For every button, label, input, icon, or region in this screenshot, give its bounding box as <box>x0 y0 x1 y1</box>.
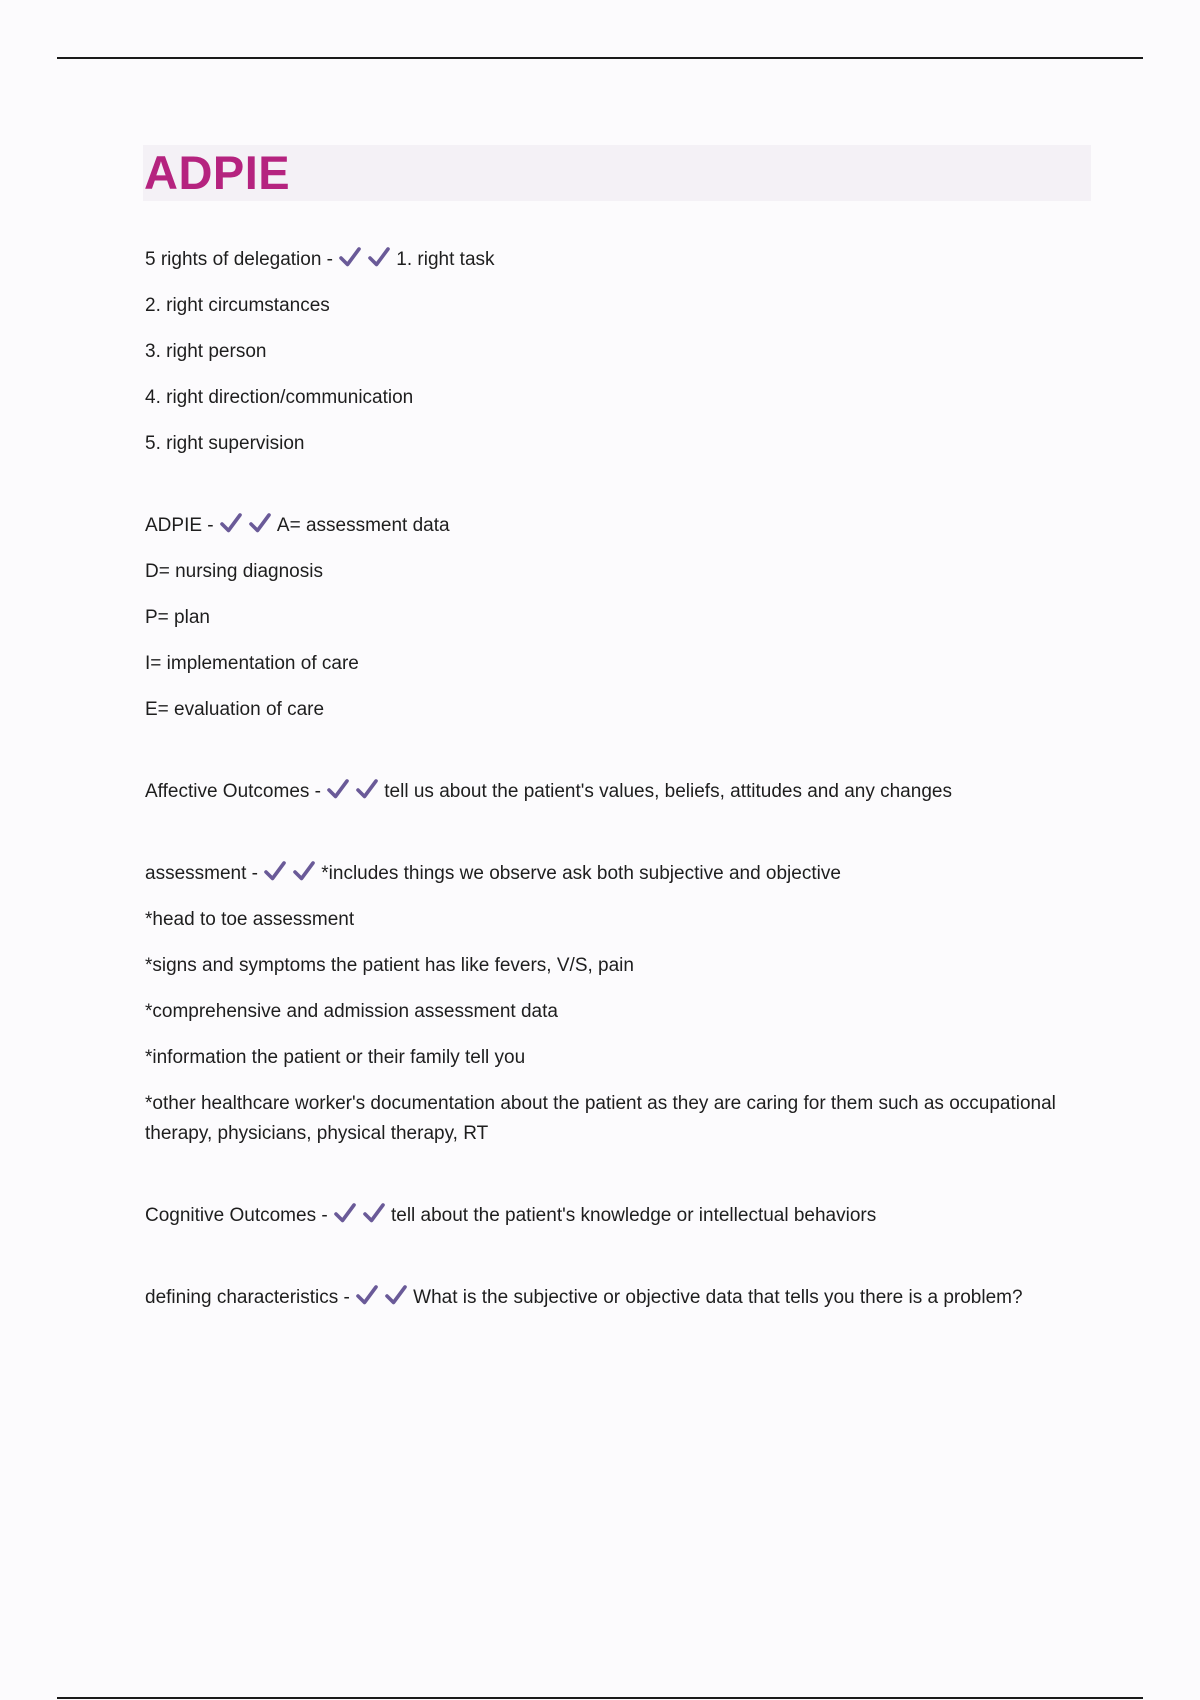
check-icon <box>338 245 362 269</box>
flashcard <box>145 245 1095 459</box>
check-icon-shape <box>355 1283 379 1307</box>
flashcard-question-line <box>145 1283 1095 1313</box>
flashcard-answer-line: *information the patient or their family tell you <box>145 1047 526 1068</box>
check-icon <box>326 777 350 801</box>
flashcard-answer: 1. right task <box>396 249 495 270</box>
check-icon <box>219 511 243 535</box>
check-icon <box>333 1201 357 1225</box>
check-icon-shape <box>355 777 379 801</box>
page-title: ADPIE <box>144 146 291 199</box>
flashcard-term: assessment - <box>145 863 258 884</box>
flashcard-answer-line: 2. right circumstances <box>145 295 330 316</box>
check-icon <box>248 511 272 535</box>
flashcard <box>145 859 1095 1149</box>
flashcard-answer-line: *comprehensive and admission assessment data <box>145 1001 558 1022</box>
flashcard-term: Affective Outcomes - <box>145 781 321 802</box>
check-icon <box>355 777 379 801</box>
check-icon <box>362 1201 386 1225</box>
flashcard-answer: *includes things we observe ask both subjective and objective <box>321 863 841 884</box>
flashcard-answer-line: E= evaluation of care <box>145 699 325 720</box>
flashcard-answer: What is the subjective or objective data that tells you there is a problem? <box>413 1287 1023 1308</box>
check-icon-shape <box>362 1201 386 1225</box>
flashcard-term: Cognitive Outcomes - <box>145 1205 328 1226</box>
flashcard-answer-line: *other healthcare worker's documentation about the patient as they are caring for them such as occupational therapy, physicians, physical therapy, RT <box>145 1093 1056 1144</box>
check-icon <box>263 859 287 883</box>
check-icon <box>367 245 391 269</box>
top-rule <box>57 57 1143 59</box>
flashcard <box>145 511 1095 725</box>
flashcard-term: ADPIE - <box>145 515 214 536</box>
flashcard-question-line <box>145 859 1095 889</box>
flashcard-question-line <box>145 1201 1095 1231</box>
bottom-rule <box>57 1697 1143 1699</box>
check-icon-shape <box>248 511 272 535</box>
flashcard <box>145 777 1095 807</box>
flashcard-answer-line: *head to toe assessment <box>145 909 355 930</box>
check-icon <box>355 1283 379 1307</box>
check-icon-shape <box>333 1201 357 1225</box>
flashcard <box>145 1201 1095 1231</box>
flashcard-answer-line: 5. right supervision <box>145 433 305 454</box>
flashcard-answer-line: 3. right person <box>145 341 267 362</box>
check-icon-shape <box>326 777 350 801</box>
check-icon <box>292 859 316 883</box>
check-icon-shape <box>367 245 391 269</box>
flashcard-question-line <box>145 245 1095 275</box>
flashcard-question-line <box>145 511 1095 541</box>
flashcard-question-line <box>145 777 1095 807</box>
flashcard-term: defining characteristics - <box>145 1287 350 1308</box>
flashcard-term: 5 rights of delegation - <box>145 249 334 270</box>
flashcard-answer-line: I= implementation of care <box>145 653 359 674</box>
flashcard-answer-line: P= plan <box>145 607 210 628</box>
flashcard-answer: tell about the patient's knowledge or intellectual behaviors <box>390 1205 877 1226</box>
check-icon-shape <box>384 1283 408 1307</box>
flashcard <box>145 1283 1095 1313</box>
flashcard-list <box>145 245 1095 1365</box>
check-icon-shape <box>292 859 316 883</box>
check-icon-shape <box>338 245 362 269</box>
flashcard-answer-line: 4. right direction/communication <box>145 387 414 408</box>
flashcard-answer: tell us about the patient's values, beliefs, attitudes and any changes <box>384 781 952 802</box>
check-icon-shape <box>263 859 287 883</box>
check-icon-shape <box>219 511 243 535</box>
flashcard-answer: A= assessment data <box>276 515 450 536</box>
flashcard-answer-line: D= nursing diagnosis <box>145 561 323 582</box>
flashcard-answer-line: *signs and symptoms the patient has like fevers, V/S, pain <box>145 955 634 976</box>
check-icon <box>384 1283 408 1307</box>
